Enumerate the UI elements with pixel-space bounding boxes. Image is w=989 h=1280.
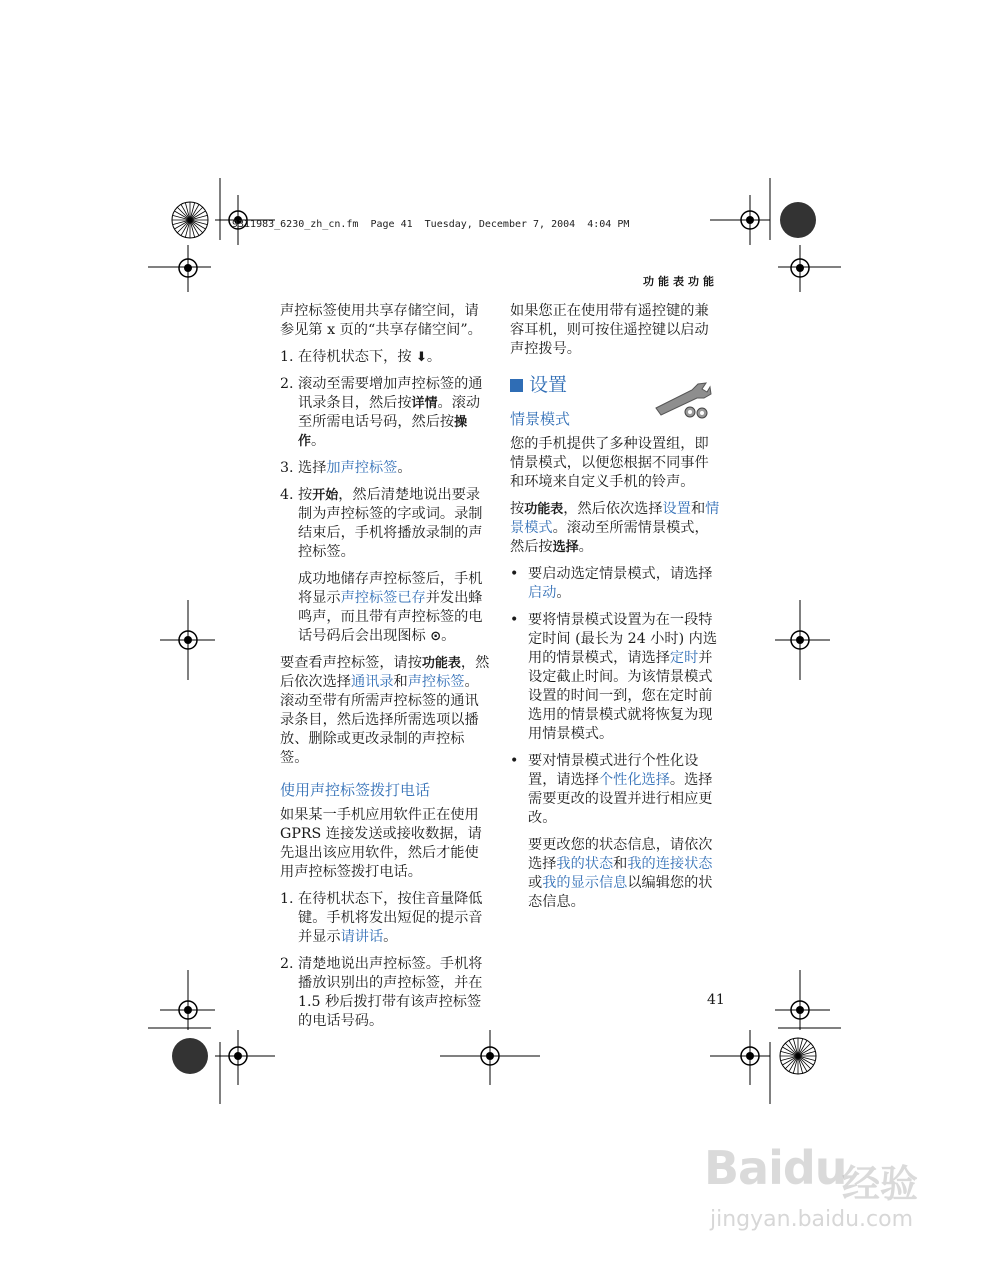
step-number: 4. bbox=[280, 487, 294, 503]
numbered-step bbox=[280, 955, 490, 1031]
menu-term: 声控标签 bbox=[407, 674, 465, 690]
step-number: 1. bbox=[280, 891, 294, 907]
text-run: 要启动选定情景模式，请选择 bbox=[528, 566, 713, 582]
voice-dial-steps bbox=[280, 890, 490, 1031]
key-label: 功能表 bbox=[421, 656, 461, 671]
menu-term: 我的显示信息 bbox=[542, 875, 628, 891]
text-run: 。滚动至带有所需声控标签的通讯录条目，然后选择所需选项以播放、删除或更改录制的声控标签。 bbox=[280, 674, 479, 766]
text-run: 在待机状态下，按住音量降低键。手机将发出短促的提示音并显示 bbox=[298, 891, 483, 945]
key-label: 功能表 bbox=[524, 502, 564, 517]
page-number: 41 bbox=[707, 992, 725, 1008]
numbered-step bbox=[280, 375, 490, 451]
numbered-step bbox=[280, 486, 490, 562]
menu-term: 个性化选择 bbox=[598, 772, 670, 788]
text-run: 清楚地说出声控标签。手机将播放识别出的声控标签，并在 1.5 秒后拨打带有该声控标签的电话号码。 bbox=[298, 956, 483, 1029]
key-label: ⬇ bbox=[416, 350, 427, 365]
numbered-step bbox=[280, 890, 490, 947]
profiles-intro: 您的手机提供了多种设置组，即情景模式，以便您根据不同事件和环境来自定义手机的铃声。 bbox=[510, 436, 709, 490]
text-run: 并发出蜂鸣声，而且带有声控标签的电话号码后会出现图标 bbox=[298, 590, 483, 644]
text-run: ，然后清楚地说出要录制为声控标签的字或词。录制结束后，手机将播放录制的声控标签。 bbox=[298, 487, 483, 560]
step-number: 3. bbox=[280, 460, 294, 476]
crop-lines bbox=[148, 178, 841, 1104]
bullet-item bbox=[510, 752, 720, 828]
text-run: 成功地储存声控标签后，手机将显示 bbox=[298, 571, 483, 606]
text-run: 按 bbox=[298, 487, 313, 503]
text-run: 。滚动至所需电话号码，然后按 bbox=[298, 395, 481, 430]
bullet-dot: • bbox=[510, 612, 519, 628]
left-column bbox=[280, 302, 490, 1039]
key-label: 详情 bbox=[411, 396, 438, 411]
key-label: 选择 bbox=[552, 540, 579, 555]
text-run: 按 bbox=[510, 501, 525, 517]
menu-term: 启动 bbox=[528, 585, 557, 601]
solid-target-bottom-left bbox=[172, 1038, 208, 1074]
menu-term: 声控标签已存 bbox=[340, 590, 426, 606]
text-run: ，然后依次选择 bbox=[280, 655, 490, 690]
menu-term: 设置 bbox=[662, 501, 691, 517]
solid-target-top-right bbox=[780, 202, 816, 238]
text-run: 要查看声控标签，请按 bbox=[280, 655, 422, 671]
text-run: 。 bbox=[383, 929, 398, 945]
baidu-jingyan-watermark bbox=[690, 1135, 960, 1265]
key-label: 操作 bbox=[298, 415, 468, 449]
text-run: 。滚动至所需情景模式，然后按 bbox=[510, 520, 709, 555]
text-run: 要更改您的状态信息，请依次选择 bbox=[528, 837, 713, 872]
text-run: 。 bbox=[397, 460, 412, 476]
gprs-note: 如果某一手机应用软件正在使用 GPRS 连接发送或接收数据，请先退出该应用软件，然后才能使用声控标签拨打电话。 bbox=[280, 807, 482, 880]
text-run: ，然后依次选择 bbox=[563, 501, 663, 517]
step-number: 2. bbox=[280, 376, 294, 392]
subheading-profiles: 情景模式 bbox=[510, 410, 571, 428]
shared-memory-note: 声控标签使用共享存储空间，请参见第 x 页的“共享存储空间”。 bbox=[280, 303, 482, 338]
text-run: 滚动至需要增加声控标签的通讯录条目，然后按 bbox=[298, 376, 483, 411]
text-run: 要对情景模式进行个性化设置，请选择 bbox=[528, 753, 699, 788]
text-run: 。 bbox=[441, 628, 456, 644]
voice-tag-steps bbox=[280, 348, 490, 562]
text-run: 或 bbox=[528, 875, 543, 891]
text-run: 和 bbox=[393, 674, 408, 690]
bullet-dot: • bbox=[510, 753, 519, 769]
status-info-note bbox=[510, 836, 720, 912]
bullet-item bbox=[510, 611, 720, 744]
text-run: 和 bbox=[613, 856, 628, 872]
watermark-cn: 经验 bbox=[842, 1162, 919, 1206]
menu-term: 我的连接状态 bbox=[627, 856, 713, 872]
text-run: 。 bbox=[311, 433, 326, 449]
text-run: 要将情景模式设置为在一段特定时间 (最长为 24 小时) 内选用的情景模式，请选择 bbox=[528, 612, 718, 666]
running-head: 功能表功能 bbox=[643, 275, 718, 288]
text-run: 。 bbox=[556, 585, 571, 601]
menu-term: 请讲话 bbox=[340, 929, 384, 945]
step-number: 2. bbox=[280, 956, 294, 972]
text-run: 。选择需要更改的设置并进行相应更改。 bbox=[528, 772, 713, 826]
bullet-dot: • bbox=[510, 566, 519, 582]
key-label: 开始 bbox=[312, 488, 339, 503]
section-title-text: 设置 bbox=[529, 374, 568, 396]
profiles-navigation-paragraph bbox=[510, 500, 720, 557]
menu-term: 我的状态 bbox=[556, 856, 614, 872]
watermark-url: jingyan.baidu.com bbox=[710, 1207, 914, 1232]
text-run: 并设定截止时间。为该情景模式设置的时间一到，您在定时前选用的情景模式就将恢复为现用情景模式。 bbox=[528, 650, 713, 742]
key-label: ⊙ bbox=[430, 629, 442, 644]
voice-tag-saved-note bbox=[280, 570, 490, 646]
headset-paragraph: 如果您正在使用带有遥控键的兼容耳机，则可按住遥控键以启动声控拨号。 bbox=[510, 303, 709, 357]
section-square-icon bbox=[510, 379, 523, 392]
numbered-step bbox=[280, 459, 490, 478]
numbered-step bbox=[280, 348, 490, 367]
text-run: 。 bbox=[426, 349, 442, 365]
watermark-brand: Baidu bbox=[704, 1141, 847, 1195]
text-run: 以编辑您的状态信息。 bbox=[528, 875, 713, 910]
menu-term: 加声控标签 bbox=[326, 460, 398, 476]
wrench-settings-icon bbox=[652, 378, 714, 422]
menu-term: 情景模式 bbox=[510, 501, 720, 536]
text-run: 。 bbox=[578, 539, 593, 555]
bullet-item bbox=[510, 565, 720, 603]
menu-term: 定时 bbox=[669, 650, 699, 666]
text-run: 在待机状态下，按 bbox=[298, 349, 417, 365]
text-run: 和 bbox=[690, 501, 706, 517]
view-voice-tags-paragraph bbox=[280, 654, 490, 768]
text-run: 选择 bbox=[298, 460, 327, 476]
file-header: 9311983_6230_zh_cn.fm Page 41 Tuesday, December 7, 2004 4:04 PM bbox=[232, 219, 630, 230]
menu-term: 通讯录 bbox=[350, 674, 394, 690]
subheading-voice-dial: 使用声控标签拨打电话 bbox=[280, 781, 431, 799]
step-number: 1. bbox=[280, 349, 294, 365]
profile-options-list bbox=[510, 565, 720, 828]
